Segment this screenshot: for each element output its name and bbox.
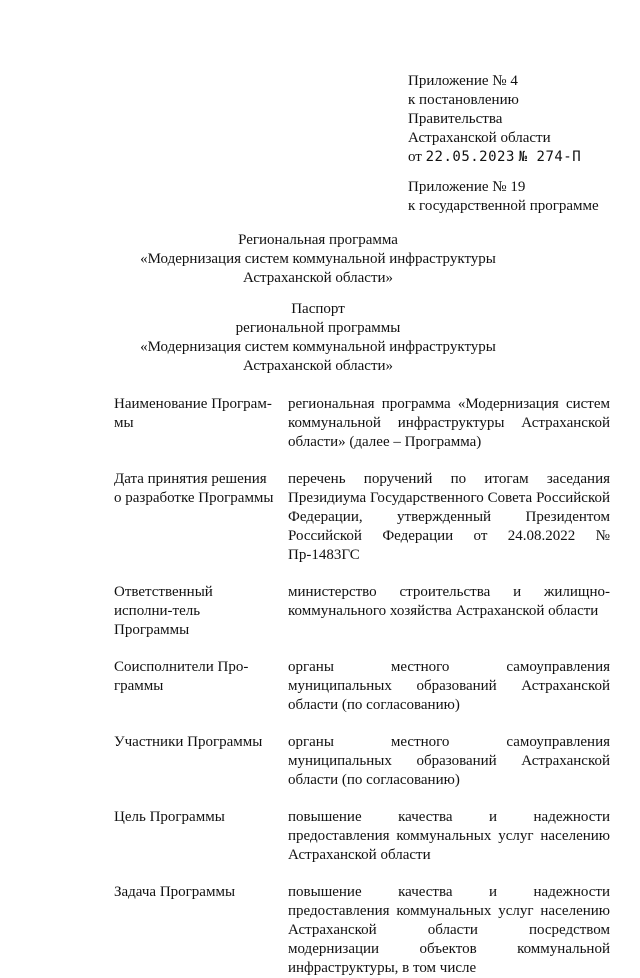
row-value: органы местного самоуправления муниципальных образований Астраханской области (по согласованию) xyxy=(288,659,610,713)
appendix-4-date-line xyxy=(408,148,628,167)
passport-title-line: «Модернизация систем коммунальной инфраструктуры xyxy=(140,339,496,355)
row-label: Наименование Програм-мы xyxy=(114,396,272,431)
passport-row xyxy=(114,808,610,865)
row-value: повышение качества и надежности предоставления коммунальных услуг населению Астраханской области посредством модернизации объектов коммунальной инфраструктуры, в том числе xyxy=(288,884,610,976)
passport-title-line: Паспорт xyxy=(291,301,345,317)
row-label: Ответственный исполни-тель Программы xyxy=(114,584,213,638)
passport-row xyxy=(114,733,610,790)
row-value: региональная программа «Модернизация систем коммунальной инфраструктуры Астраханской области» (далее – Программа) xyxy=(288,396,610,450)
row-label: Соисполнители Про-граммы xyxy=(114,659,249,694)
appendix-4-header xyxy=(408,72,628,167)
resolution-number: № 274-П xyxy=(518,149,582,165)
row-label: Задача Программы xyxy=(114,884,236,900)
passport-row xyxy=(114,658,610,715)
passport-table xyxy=(114,395,610,978)
program-title-line: «Модернизация систем коммунальной инфраструктуры xyxy=(140,251,496,267)
row-label: Участники Программы xyxy=(114,734,263,750)
passport-title xyxy=(98,300,538,376)
row-label: Дата принятия решения о разработке Программы xyxy=(114,471,274,506)
passport-row xyxy=(114,583,610,640)
program-title-line: Региональная программа xyxy=(238,232,398,248)
row-value: органы местного самоуправления муниципальных образований Астраханской области (по согласованию) xyxy=(288,734,610,788)
appendix-4-line: Астраханской области xyxy=(408,130,551,146)
resolution-date: 22.05.2023 xyxy=(425,149,515,165)
passport-row xyxy=(114,470,610,565)
appendix-19-line: к государственной программе xyxy=(408,198,599,214)
appendix-4-line: Приложение № 4 xyxy=(408,73,518,89)
program-title-line: Астраханской области» xyxy=(242,270,394,286)
passport-title-line: региональной программы xyxy=(235,320,401,336)
row-value: перечень поручений по итогам заседания Президиума Государственного Совета Российской Федерации, утвержденный Президентом Российской Федерации от 24.08.2022 № Пр-1483ГС xyxy=(288,471,610,563)
date-prefix: от xyxy=(408,149,422,165)
appendix-19-line: Приложение № 19 xyxy=(408,179,526,195)
passport-row xyxy=(114,883,610,978)
row-value: повышение качества и надежности предоставления коммунальных услуг населению Астраханской области xyxy=(288,809,610,863)
appendix-4-line: Правительства xyxy=(408,111,503,127)
passport-row xyxy=(114,395,610,452)
row-value: министерство строительства и жилищно-коммунального хозяйства Астраханской области xyxy=(288,584,610,619)
appendix-19-header xyxy=(408,178,628,216)
appendix-4-line: к постановлению xyxy=(408,92,519,108)
program-title xyxy=(98,231,538,288)
row-label: Цель Программы xyxy=(114,809,225,825)
passport-title-line: Астраханской области» xyxy=(242,358,394,374)
